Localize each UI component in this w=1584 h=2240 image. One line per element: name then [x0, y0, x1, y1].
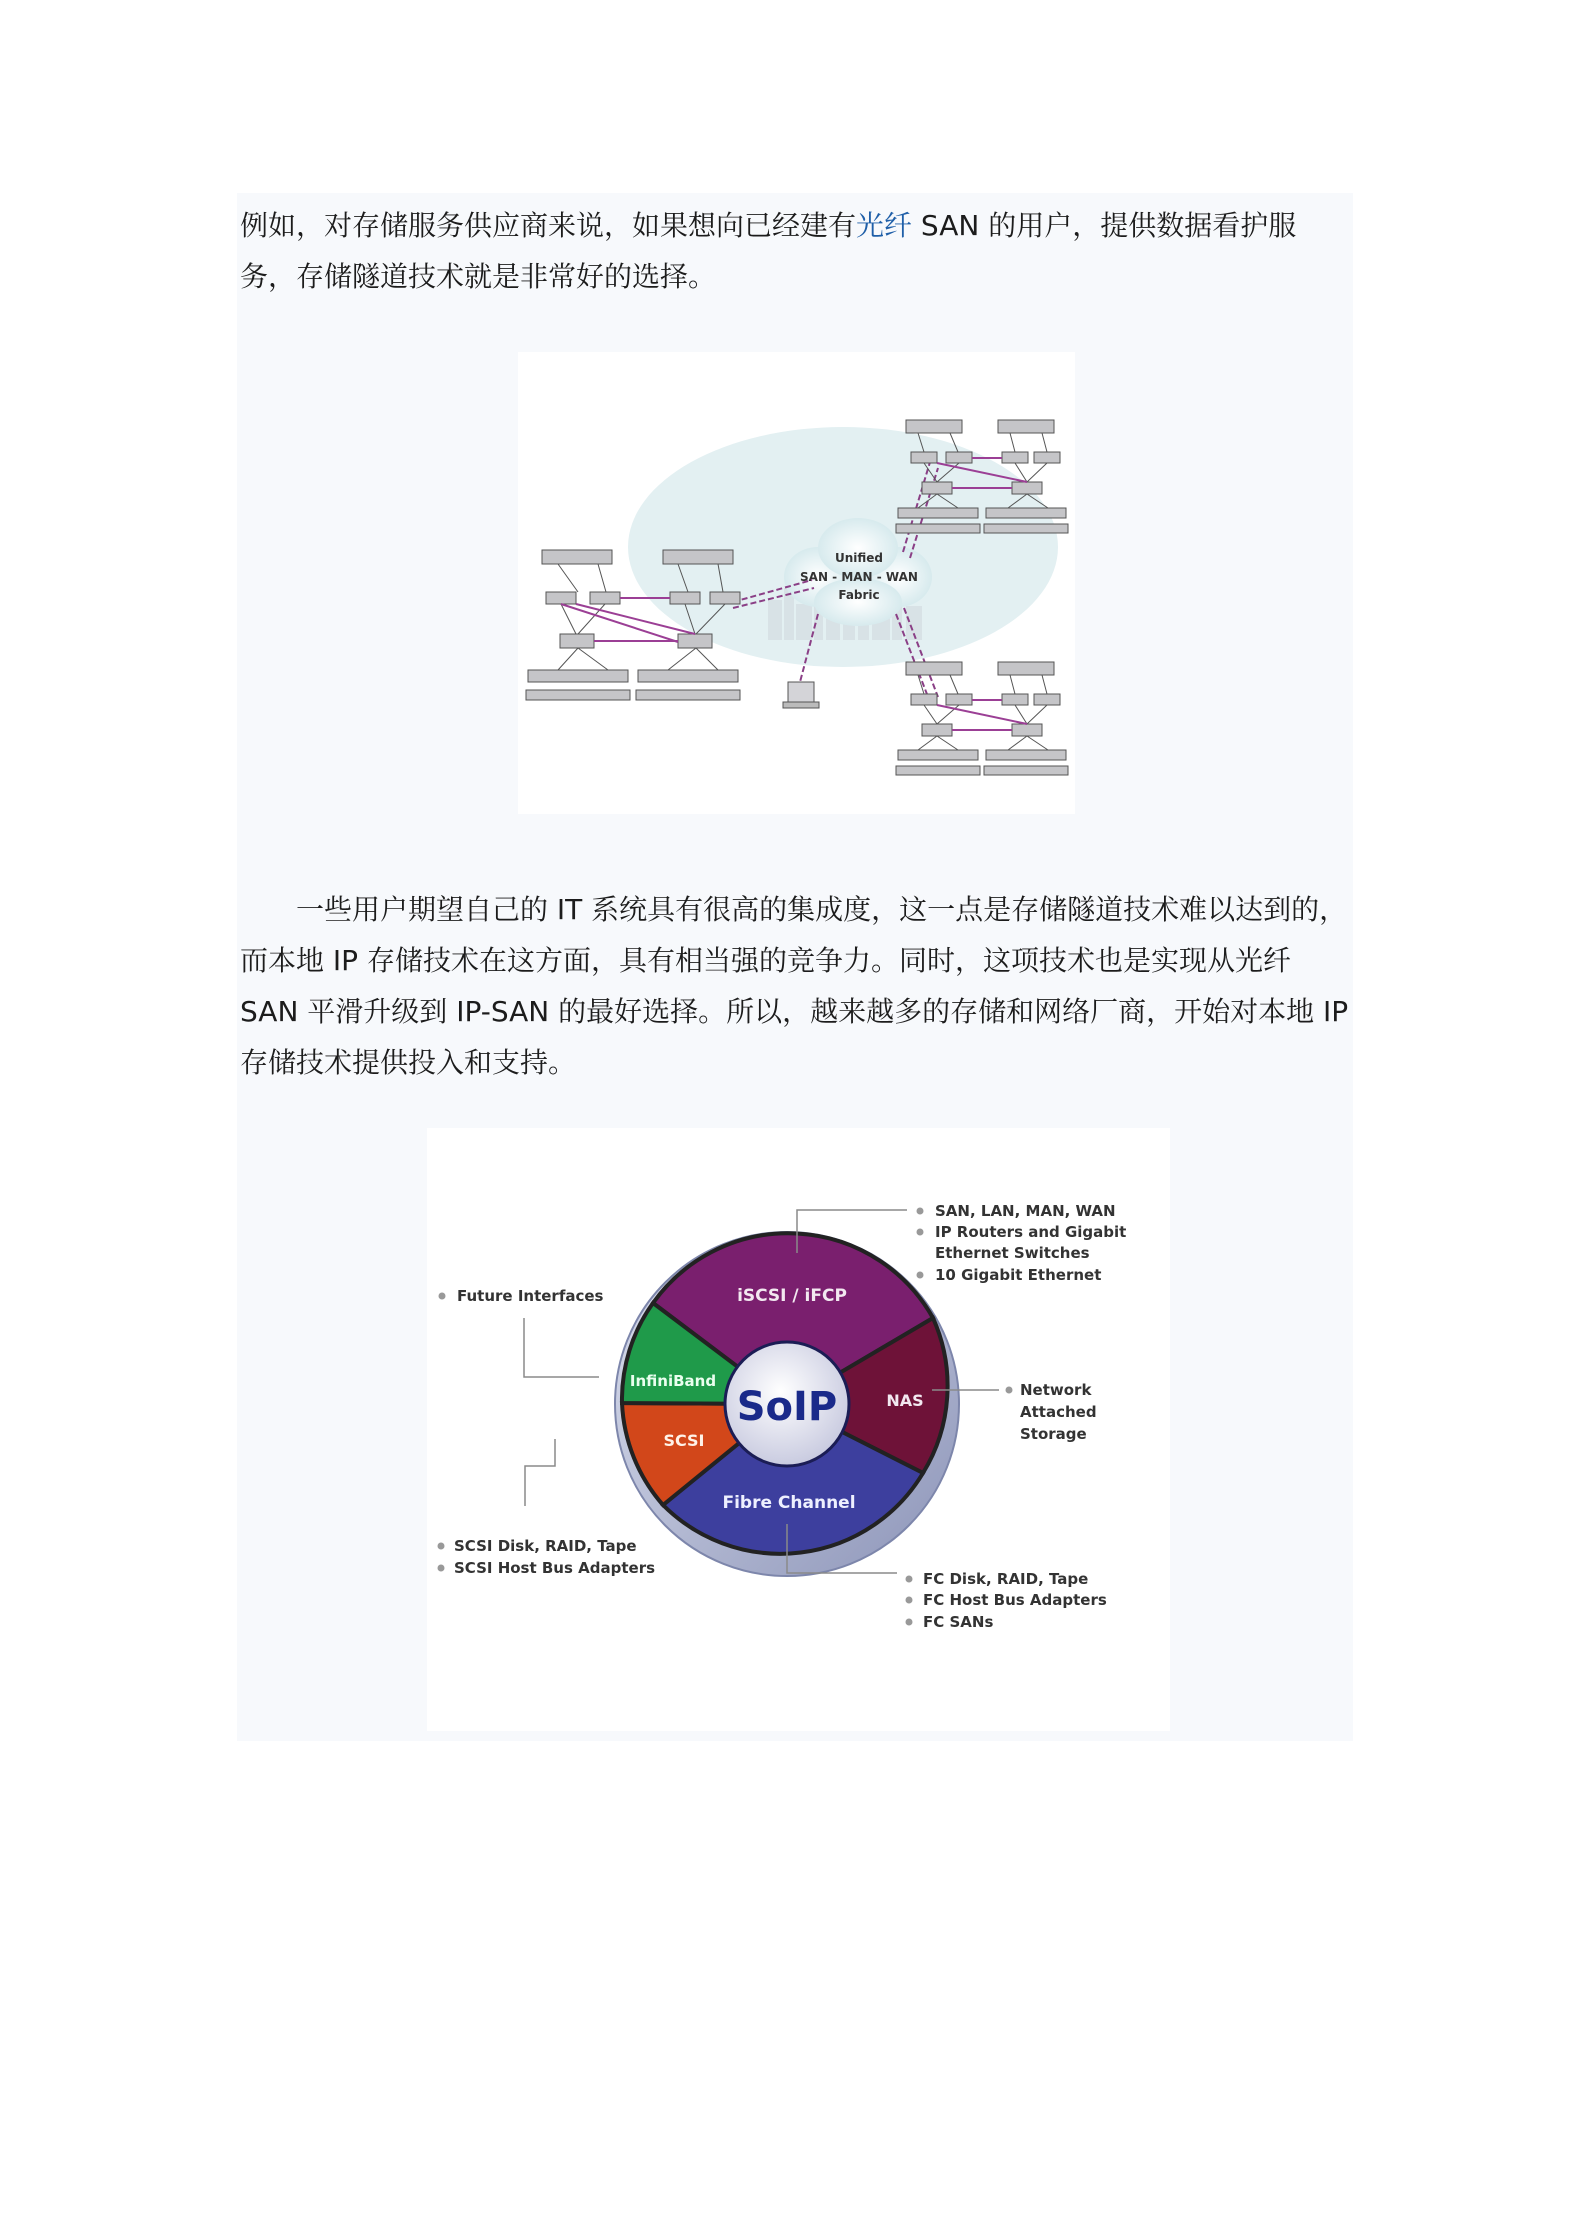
network-diagram [518, 352, 1075, 814]
soip-diagram [427, 1128, 1170, 1731]
paragraph-2: 一些用户期望自己的 IT 系统具有很高的集成度，这一点是存储隧道技术难以达到的，而本地 IP 存储技术在这方面，具有相当强的竞争力。同时，这项技术也是实现从光纤 SAN 平滑升级到 IP-SAN 的最好选择。所以，越来越多的存储和网络厂商，开始对本地 IP 存储技术提供投入和支持。 [240, 893, 1349, 1079]
cloud-label-3: Fabric [838, 588, 880, 602]
storage-cluster-bottom-right [896, 662, 1068, 775]
label-infiniband: InfiniBand [629, 1372, 717, 1390]
callout-bottom-right-2: FC Host Bus Adapters [923, 1591, 1107, 1609]
callout-top-right-1: SAN, LAN, MAN, WAN [935, 1202, 1116, 1220]
label-iscsi: iSCSI / iFCP [737, 1286, 847, 1306]
paragraph-1 [240, 200, 1350, 302]
workstation-icon [783, 682, 819, 708]
paragraph-1-text-b: SAN 的用户，提供数据看护服务，存储隧道技术就是非常好的选择。 [240, 209, 1297, 293]
callout-top-right-2: IP Routers and Gigabit [935, 1223, 1127, 1241]
cloud-label-2: SAN - MAN - WAN [800, 570, 918, 584]
label-scsi: SCSI [663, 1431, 705, 1450]
callout-right-1: Network [1020, 1381, 1092, 1399]
callout-right-3: Storage [1020, 1425, 1087, 1443]
paragraph-1-text-a: 例如，对存储服务供应商来说，如果想向已经建有 [240, 209, 857, 242]
callout-bottom-right-1: FC Disk, RAID, Tape [923, 1570, 1089, 1588]
callout-left-bottom-1: SCSI Disk, RAID, Tape [454, 1537, 637, 1555]
label-fibre: Fibre Channel [722, 1493, 856, 1513]
callout-right-2: Attached [1020, 1403, 1097, 1421]
callout-bottom-right-3: FC SANs [923, 1613, 994, 1631]
callout-future-interfaces: Future Interfaces [457, 1287, 604, 1305]
callout-top-right-3: Ethernet Switches [935, 1244, 1090, 1262]
network-diagram-svg [518, 352, 1075, 814]
fiber-link[interactable]: 光纤 [856, 209, 913, 242]
callout-top-right-4: 10 Gigabit Ethernet [935, 1266, 1102, 1284]
label-nas: NAS [886, 1391, 924, 1410]
cloud-label-1: Unified [834, 551, 884, 565]
callout-left-bottom-2: SCSI Host Bus Adapters [454, 1559, 656, 1577]
soip-logo: SoIP [736, 1384, 838, 1430]
soip-diagram-svg [427, 1128, 1170, 1731]
